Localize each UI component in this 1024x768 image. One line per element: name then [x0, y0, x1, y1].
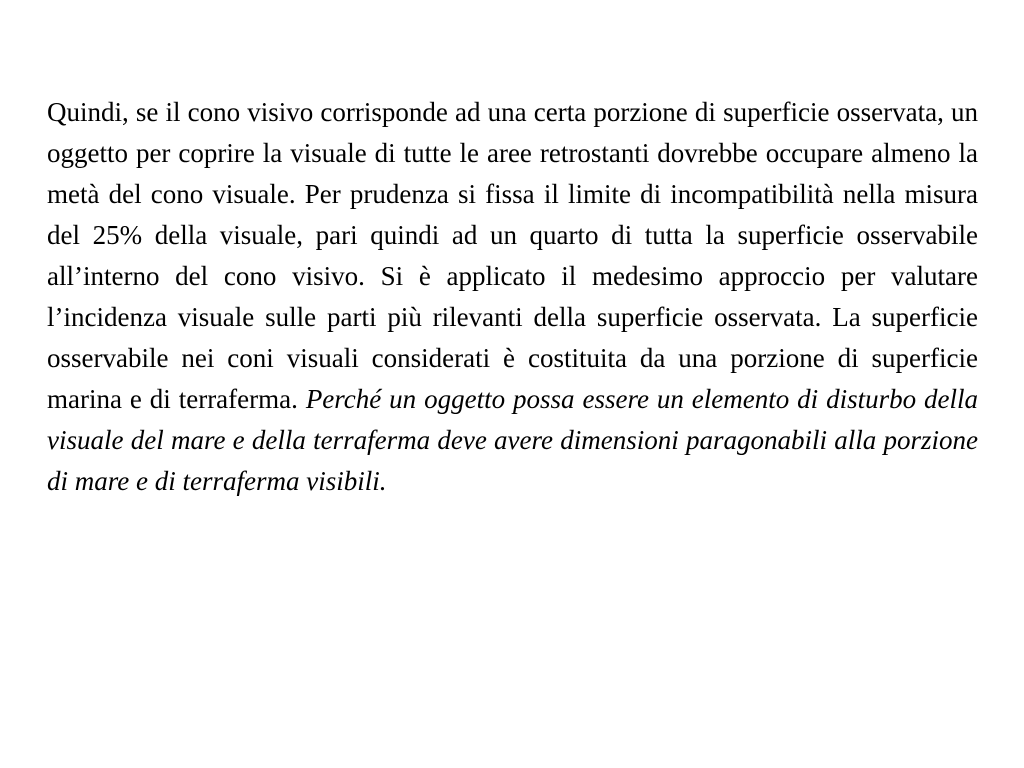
paragraph-normal-text: Quindi, se il cono visivo corrisponde ad una certa porzione di superficie osservata, un oggetto per coprire la visuale di tutte le aree retrostanti dovrebbe occupare almeno la metà del cono visuale. Per prudenza si fissa il limite di incompatibilità nella misura del 25% della visuale, pari quindi ad un quarto di tutta la superficie osservabile all’interno del cono visivo. Si è applicato il medesimo approccio per valutare l’incidenza visuale sulle parti più rilevanti della superficie osservata. La superficie osservabile nei coni visuali considerati è costituita da una porzione di superficie marina e di terraferma.: [47, 97, 978, 414]
body-paragraph: [47, 92, 978, 502]
paragraph-italic-text: Perché un oggetto possa essere un elemento di disturbo della visuale del mare e della terraferma deve avere dimensioni paragonabili alla porzione di mare e di terraferma visibili.: [47, 384, 979, 496]
